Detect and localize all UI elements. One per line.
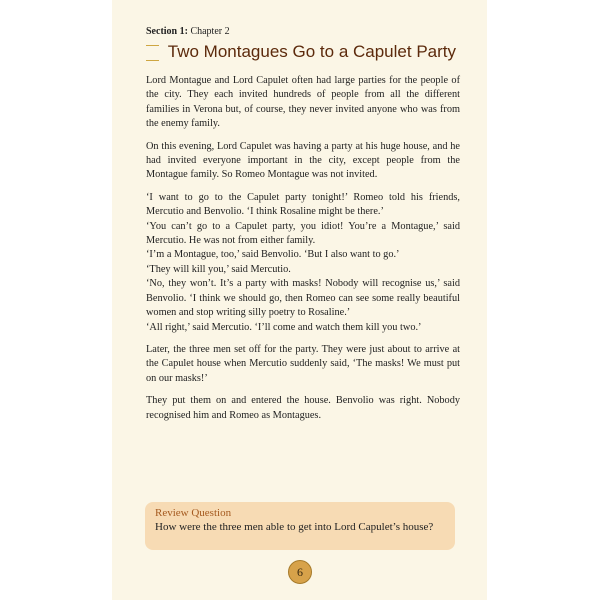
review-question-title: Review Question (155, 507, 232, 519)
dialogue-line: ‘They will kill you,’ said Mercutio. (146, 263, 291, 275)
chapter-title: Two Montagues Go to a Capulet Party (167, 42, 456, 61)
chapter-label: Chapter 2 (190, 26, 230, 37)
chapter-body (146, 74, 460, 431)
dialogue-line: ‘No, they won’t. It’s a party with masks! Nobody will recognise us,’ said Benvolio. ‘I think we should go, then Romeo can see some really beautiful women and stop writing silly poetry to Rosaline.’ (146, 278, 460, 319)
paragraph: On this evening, Lord Capulet was having a party at his huge house, and he had invited everyone important in the city, except people from the Montague family. So Romeo Montague was not invited. (146, 140, 460, 181)
title-ornament-left: — — (146, 37, 160, 67)
section-label (146, 26, 230, 37)
review-question-text: How were the three men able to get into Lord Capulet’s house? (155, 521, 434, 533)
book-page (112, 0, 487, 600)
paragraph: They put them on and entered the house. Benvolio was right. Nobody recognised him and Romeo as Montagues. (146, 395, 460, 421)
paragraph: Lord Montague and Lord Capulet often had large parties for the people of the city. They each invited hundreds of people from all the different families in Verona but, of course, they never invited anyone who was from the enemy family. (146, 75, 460, 130)
paragraph: Later, the three men set off for the party. They were just about to arrive at the Capulet house when Mercutio suddenly said, ‘The masks! We must put on our masks!’ (146, 343, 460, 384)
dialogue-line: ‘You can’t go to a Capulet party, you idiot! You’re a Montague,’ said Mercutio. He was not from either family. (146, 220, 460, 247)
dialogue-line: ‘I’m a Montague, too,’ said Benvolio. ‘But I also want to go.’ (146, 249, 400, 261)
dialogue-line: ‘All right,’ said Mercutio. ‘I’ll come and watch them kill you two.’ (146, 321, 422, 333)
page-number-badge: 6 (288, 560, 312, 584)
chapter-title-row (146, 37, 456, 67)
review-question-box (145, 502, 455, 550)
dialogue-line: ‘I want to go to the Capulet party tonight!’ Romeo told his friends, Mercutio and Benvolio. ‘I think Rosaline might be there.’ (146, 191, 460, 218)
section-number: Section 1: (146, 26, 188, 37)
